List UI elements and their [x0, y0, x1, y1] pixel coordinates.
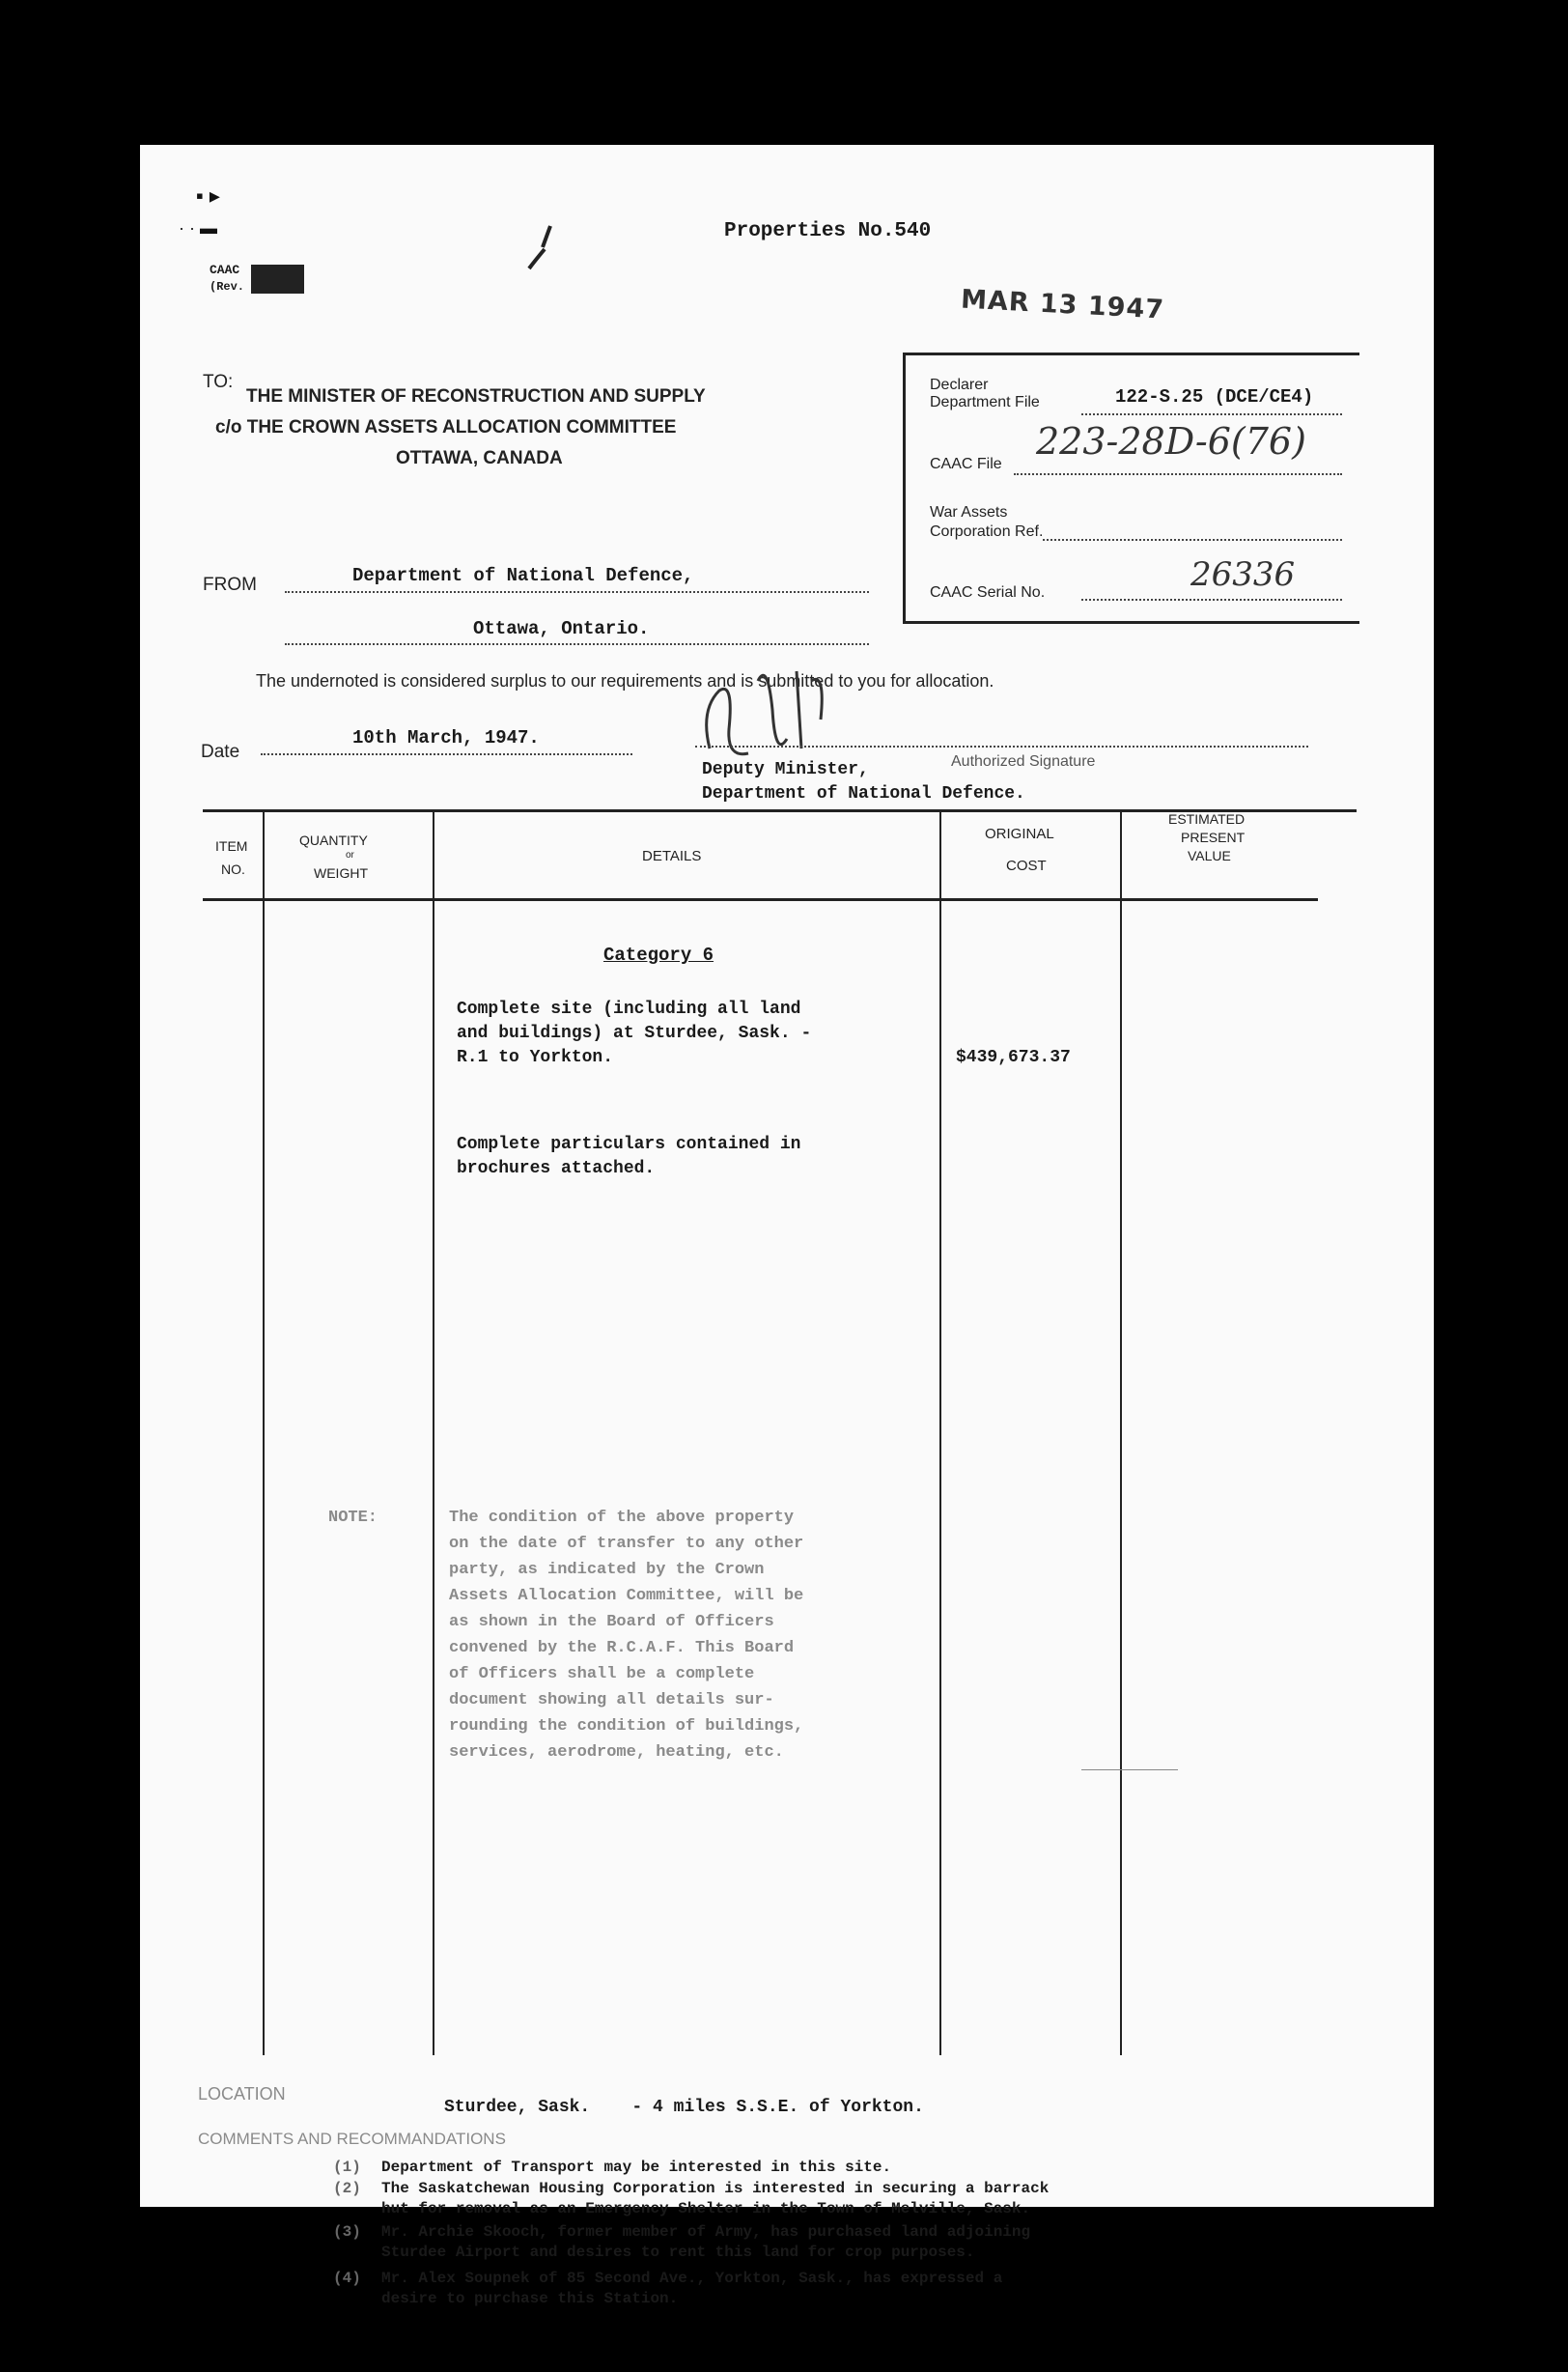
comment-3-line-2: Sturdee Airport and desires to rent this land for crop purposes. — [381, 2244, 975, 2261]
note-line-8: document showing all details sur- — [449, 1691, 774, 1709]
total-rule — [1081, 1769, 1178, 1770]
comment-3-number: (3) — [333, 2223, 361, 2241]
header-est-2: PRESENT — [1181, 830, 1246, 845]
surplus-statement: The undernoted is considered surplus to our requirements and is submitted to you for allocation. — [256, 671, 994, 691]
form-revision: (Rev. — [210, 280, 245, 294]
note-line-3: party, as indicated by the Crown — [449, 1561, 765, 1579]
comment-2-line-2: hut for removal as an Emergency Shelter in the Town of Melville, Sask. — [381, 2200, 1031, 2217]
addressee-line-2: c/o THE CROWN ASSETS ALLOCATION COMMITTEE — [215, 417, 677, 438]
header-item-2: NO. — [221, 861, 245, 877]
addressee-line-1: THE MINISTER OF RECONSTRUCTION AND SUPPLY — [246, 386, 706, 407]
column-divider-2 — [433, 809, 434, 2055]
comment-4-number: (4) — [333, 2270, 361, 2287]
note-line-4: Assets Allocation Committee, will be — [449, 1587, 804, 1605]
note-line-9: rounding the condition of buildings, — [449, 1717, 804, 1736]
date-value: 10th March, 1947. — [352, 727, 540, 748]
note-line-5: as shown in the Board of Officers — [449, 1613, 774, 1631]
location-value: Sturdee, Sask. - 4 miles S.S.E. of Yorkton. — [444, 2098, 924, 2117]
note-line-7: of Officers shall be a complete — [449, 1665, 755, 1683]
header-est-3: VALUE — [1188, 848, 1231, 863]
declarer-file-line — [1081, 413, 1342, 415]
signature-rule — [695, 746, 1308, 748]
header-qty-2: or — [346, 850, 354, 861]
from-line-1-rule — [285, 591, 869, 593]
war-assets-label-2: Corporation Ref. — [930, 523, 1044, 540]
comment-4-line-2: desire to purchase this Station. — [381, 2290, 679, 2307]
details-line-3: R.1 to Yorkton. — [457, 1048, 614, 1067]
header-details: DETAILS — [642, 848, 702, 864]
caac-serial-line — [1081, 599, 1342, 601]
header-item-1: ITEM — [215, 838, 248, 854]
note-label: NOTE: — [328, 1509, 378, 1527]
war-assets-label-1: War Assets — [930, 504, 1008, 521]
category-heading: Category 6 — [603, 945, 714, 966]
header-qty-3: WEIGHT — [314, 865, 368, 881]
comment-3-line-1: Mr. Archie Skooch, former member of Army, has purchased land adjoining — [381, 2223, 1031, 2241]
column-divider-1 — [263, 809, 265, 2055]
comment-2-number: (2) — [333, 2180, 361, 2197]
date-rule — [261, 753, 632, 755]
header-qty-1: QUANTITY — [299, 833, 368, 848]
location-label: LOCATION — [198, 2084, 286, 2104]
caac-file-value: 223-28D-6(76) — [1036, 420, 1306, 463]
comment-1-line-1: Department of Transport may be interested in this site. — [381, 2159, 892, 2176]
declarer-file-value: 122-S.25 (DCE/CE4) — [1115, 386, 1314, 408]
caac-serial-label: CAAC Serial No. — [930, 584, 1046, 601]
signatory-title-1: Deputy Minister, — [702, 760, 869, 779]
pen-tick-mark — [521, 222, 560, 280]
column-divider-3 — [939, 809, 941, 2055]
corner-marks: ▪ ▸ — [196, 184, 220, 208]
header-cost-1: ORIGINAL — [985, 826, 1054, 842]
header-cost-2: COST — [1006, 858, 1047, 874]
date-label: Date — [201, 742, 240, 762]
form-code-redaction — [251, 265, 304, 294]
column-divider-4 — [1120, 809, 1122, 2055]
comment-2-line-1: The Saskatchewan Housing Corporation is interested in securing a barrack — [381, 2180, 1050, 2197]
note-line-2: on the date of transfer to any other — [449, 1535, 804, 1553]
particulars-line-2: brochures attached. — [457, 1159, 656, 1178]
document-page — [140, 145, 1434, 2307]
original-cost-value: $439,673.37 — [956, 1048, 1071, 1067]
war-assets-line — [1043, 539, 1342, 541]
form-code: CAAC — [210, 263, 240, 277]
particulars-line-1: Complete particulars contained in — [457, 1135, 801, 1154]
comment-4-line-1: Mr. Alex Soupnek of 85 Second Ave., Yorkton, Sask., has expressed a — [381, 2270, 1003, 2287]
header-est-1: ESTIMATED — [1168, 811, 1246, 827]
from-line-2: Ottawa, Ontario. — [473, 618, 650, 639]
note-line-1: The condition of the above property — [449, 1509, 795, 1527]
caac-file-line — [1014, 473, 1342, 475]
declarer-label-2: Department File — [930, 394, 1040, 410]
declarer-label-1: Declarer — [930, 377, 989, 393]
properties-number: Properties No.540 — [724, 220, 932, 242]
comments-label: COMMENTS AND RECOMMANDATIONS — [198, 2130, 506, 2148]
from-line-1: Department of National Defence, — [352, 565, 694, 586]
table-header-rule — [203, 898, 1318, 901]
date-received-stamp: MAR 13 1947 — [960, 284, 1165, 325]
handwritten-signature — [690, 652, 845, 777]
from-label: FROM — [203, 575, 257, 595]
from-line-2-rule — [285, 643, 869, 645]
addressee-line-3: OTTAWA, CANADA — [396, 448, 563, 468]
signatory-title-2: Department of National Defence. — [702, 784, 1025, 804]
caac-serial-value: 26336 — [1190, 555, 1296, 594]
note-line-6: convened by the R.C.A.F. This Board — [449, 1639, 795, 1657]
authorized-signature-label: Authorized Signature — [951, 753, 1096, 770]
details-line-1: Complete site (including all land — [457, 1000, 801, 1019]
comment-1-number: (1) — [333, 2159, 361, 2176]
to-label: TO: — [203, 372, 234, 392]
corner-marks-2: · · ▬ — [179, 218, 217, 238]
details-line-2: and buildings) at Sturdee, Sask. - — [457, 1024, 812, 1043]
note-line-10: services, aerodrome, heating, etc. — [449, 1743, 784, 1762]
caac-file-label: CAAC File — [930, 456, 1002, 472]
